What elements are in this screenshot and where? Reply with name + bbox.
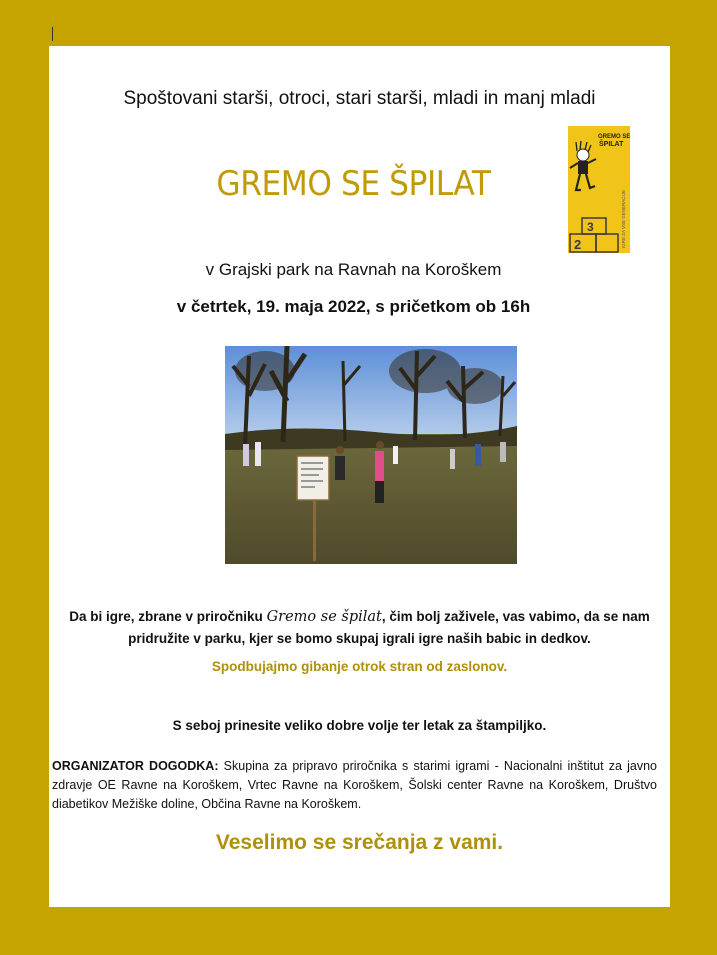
flyer-page xyxy=(49,46,670,907)
intro-paragraph xyxy=(49,606,670,650)
intro-text: , čim bolj zaživele, vas vabimo, da se nam pridružite v parku, kjer se bomo skupaj igrali igre naših babic in dedkov. xyxy=(128,609,650,646)
event-date: v četrtek, 19. maja 2022, s pričetkom ob 16h xyxy=(176,297,531,316)
cover-figure-head xyxy=(577,149,589,161)
organizer-label: ORGANIZATOR DOGODKA: xyxy=(52,759,219,773)
cover-title: GREMO SE xyxy=(598,134,630,140)
closing-line: Veselimo se srečanja z vami. xyxy=(215,831,504,854)
text-cursor xyxy=(52,27,53,41)
manual-name: Gremo se špilat xyxy=(266,609,382,625)
greeting-line: Spoštovani starši, otroci, stari starši, mladi in manj mladi xyxy=(123,88,596,109)
cover-number: 3 xyxy=(587,220,594,234)
organizer-text: Skupina za pripravo priročnika s starimi igrami - Nacionalni inštitut za javno zdravje OE Ravne na Koroškem, Vrtec Ravne na Koroškem, Šolski center Ravne na Koroškem, Društvo diabetikov Mežiške doline, Občina Ravne na Koroškem. xyxy=(52,759,657,811)
booklet-cover-image xyxy=(568,126,630,253)
intro-text: Da bi igre, zbrane v priročniku xyxy=(69,609,267,624)
cover-spine-text: IGRE ZA VSE GENERACIJE xyxy=(621,189,626,248)
game-sign-post xyxy=(313,491,316,561)
cover-number: 2 xyxy=(574,237,582,252)
event-location: v Grajski park na Ravnah na Koroškem xyxy=(205,260,502,279)
bring-note: S seboj prinesite veliko dobre volje ter letak za štampiljko. xyxy=(172,718,547,733)
event-title: GREMO SE ŠPILAT xyxy=(216,164,491,204)
call-to-action: Spodbujajmo gibanje otrok stran od zaslonov. xyxy=(211,659,508,674)
cover-title: ŠPILAT xyxy=(599,141,624,148)
organizer-paragraph xyxy=(52,757,657,814)
park-photo xyxy=(225,346,517,564)
